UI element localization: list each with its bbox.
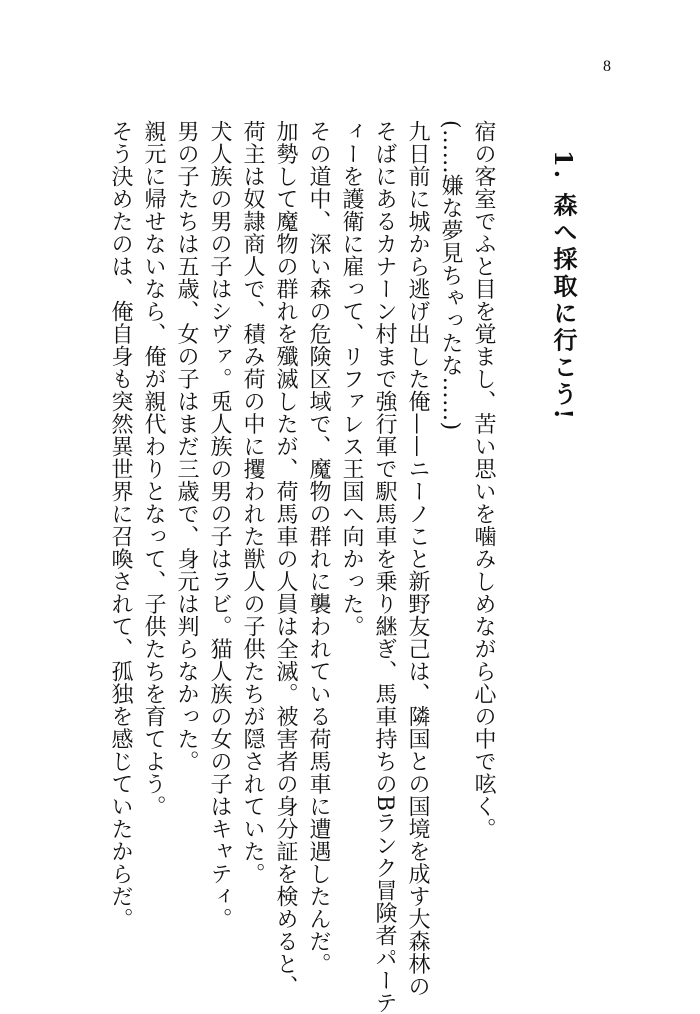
body-text	[100, 120, 500, 1014]
text-line: そばにあるカナーン村まで強行軍で駅馬車を乗り継ぎ、馬車持ちのBランク冒険者パーテ	[372, 120, 397, 1014]
text-line: そう決めたのは、俺自身も突然異世界に召喚されて、孤独を感じていたからだ。	[108, 120, 133, 930]
text-line: 犬人族の男の子はシヴァ。兎人族の男の子はラビ。猫人族の女の子はキャティ。	[207, 120, 232, 930]
text-line: その道中、深い森の危険区域で、魔物の群れに襲われている荷馬車に遭遇したんだ。	[306, 120, 331, 975]
text-line: ィーを護衛に雇って、リファレス王国へ向かった。	[339, 120, 364, 638]
page-number: 8	[603, 58, 611, 75]
text-line: 親元に帰せないなら、俺が親代わりとなって、子供たちを育てよう。	[141, 120, 166, 818]
text-line: 宿の客室でふと目を覚まし、苦い思いを噛みしめながら心の中で呟く。	[471, 120, 496, 840]
text-line: 加勢して魔物の群れを殲滅したが、荷馬車の人員は全滅。被害者の身分証を検めると、	[273, 120, 298, 998]
text-line: 九日前に城から逃げ出した俺——ニーノこと新野友己は、隣国との国境を成す大森林の	[405, 120, 430, 998]
text-line: 男の子たちは五歳、女の子はまだ三歳で、身元は判らなかった。	[174, 120, 199, 773]
text-line: (……嫌な夢見ちゃったな……)	[438, 120, 463, 431]
text-line: 荷主は奴隷商人で、積み荷の中に攫われた獣人の子供たちが隠されていた。	[240, 120, 265, 885]
chapter-title: 1. 森へ採取に行こう!	[549, 150, 578, 422]
